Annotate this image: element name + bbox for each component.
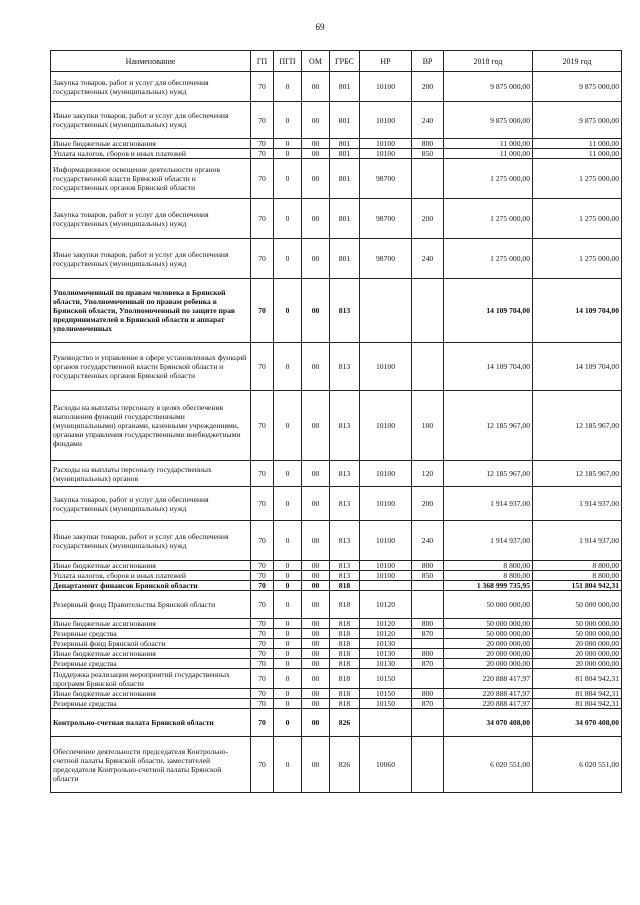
amount-2019-cell: 81 804 942,31	[533, 699, 622, 709]
om-cell: 00	[302, 391, 330, 461]
gp-cell: 70	[251, 629, 274, 639]
gp-cell: 70	[251, 659, 274, 669]
vr-cell	[412, 159, 444, 199]
vr-cell	[412, 343, 444, 391]
table-row	[51, 619, 622, 629]
gp-cell: 70	[251, 737, 274, 793]
table-row	[51, 461, 622, 487]
amount-2018-cell: 11 000,00	[444, 149, 533, 159]
nr-cell: 10100	[360, 139, 412, 149]
nr-cell	[360, 709, 412, 737]
amount-2019-cell: 50 000 000,00	[533, 629, 622, 639]
amount-2019-cell: 20 000 000,00	[533, 639, 622, 649]
gp-cell: 70	[251, 139, 274, 149]
gp-cell: 70	[251, 571, 274, 581]
pgp-cell: 0	[274, 561, 302, 571]
pgp-cell: 0	[274, 487, 302, 521]
gp-cell: 70	[251, 239, 274, 279]
vr-cell: 800	[412, 689, 444, 699]
gp-cell: 70	[251, 72, 274, 102]
row-name-cell: Резервные средства	[51, 629, 251, 639]
gp-cell: 70	[251, 649, 274, 659]
column-header: ГРБС	[330, 51, 360, 72]
om-cell: 00	[302, 619, 330, 629]
grbs-cell: 813	[330, 343, 360, 391]
row-name-cell: Иные бюджетные ассигнования	[51, 689, 251, 699]
gp-cell: 70	[251, 669, 274, 689]
amount-2019-cell: 1 275 000,00	[533, 199, 622, 239]
om-cell: 00	[302, 659, 330, 669]
vr-cell: 800	[412, 649, 444, 659]
column-header: НР	[360, 51, 412, 72]
om-cell: 00	[302, 521, 330, 561]
table-row	[51, 639, 622, 649]
vr-cell: 870	[412, 699, 444, 709]
amount-2019-cell: 11 000,00	[533, 149, 622, 159]
row-name-cell: Резервный фонд Правительства Брянской области	[51, 591, 251, 619]
table-row	[51, 659, 622, 669]
om-cell: 00	[302, 649, 330, 659]
nr-cell: 98700	[360, 199, 412, 239]
vr-cell	[412, 639, 444, 649]
grbs-cell: 813	[330, 279, 360, 343]
row-name-cell: Уполномоченный по правам человека в Брянской области, Уполномоченный по правам ребенка в Брянской области, Уполномоченный по защите прав предпринимателей в Брянской области и аппарат уполномоченных	[51, 279, 251, 343]
pgp-cell: 0	[274, 343, 302, 391]
vr-cell: 240	[412, 102, 444, 139]
grbs-cell: 813	[330, 521, 360, 561]
om-cell: 00	[302, 102, 330, 139]
amount-2018-cell: 14 109 704,00	[444, 343, 533, 391]
column-header: Наименование	[51, 51, 251, 72]
table-row	[51, 571, 622, 581]
amount-2018-cell: 11 000,00	[444, 139, 533, 149]
row-name-cell: Иные бюджетные ассигнования	[51, 619, 251, 629]
amount-2018-cell: 20 000 000,00	[444, 639, 533, 649]
row-name-cell: Иные закупки товаров, работ и услуг для обеспечения государственных (муниципальных) нужд	[51, 239, 251, 279]
amount-2019-cell: 20 000 000,00	[533, 649, 622, 659]
amount-2019-cell: 8 800,00	[533, 561, 622, 571]
gp-cell: 70	[251, 461, 274, 487]
amount-2019-cell: 81 804 942,31	[533, 689, 622, 699]
pgp-cell: 0	[274, 737, 302, 793]
om-cell: 00	[302, 139, 330, 149]
amount-2019-cell: 12 185 967,00	[533, 461, 622, 487]
grbs-cell: 801	[330, 102, 360, 139]
gp-cell: 70	[251, 149, 274, 159]
amount-2019-cell: 1 275 000,00	[533, 159, 622, 199]
table-row	[51, 279, 622, 343]
amount-2019-cell: 151 804 942,31	[533, 581, 622, 591]
amount-2018-cell: 220 888 417,97	[444, 669, 533, 689]
table-row	[51, 629, 622, 639]
row-name-cell: Иные закупки товаров, работ и услуг для обеспечения государственных (муниципальных) нужд	[51, 102, 251, 139]
pgp-cell: 0	[274, 199, 302, 239]
vr-cell: 240	[412, 521, 444, 561]
grbs-cell: 818	[330, 649, 360, 659]
amount-2018-cell: 50 000 000,00	[444, 619, 533, 629]
gp-cell: 70	[251, 709, 274, 737]
om-cell: 00	[302, 629, 330, 639]
row-name-cell: Закупка товаров, работ и услуг для обеспечения государственных (муниципальных) нужд	[51, 487, 251, 521]
row-name-cell: Иные бюджетные ассигнования	[51, 649, 251, 659]
pgp-cell: 0	[274, 639, 302, 649]
gp-cell: 70	[251, 581, 274, 591]
pgp-cell: 0	[274, 102, 302, 139]
pgp-cell: 0	[274, 571, 302, 581]
amount-2019-cell: 50 000 000,00	[533, 591, 622, 619]
table-row	[51, 199, 622, 239]
table-row	[51, 521, 622, 561]
amount-2019-cell: 9 875 000,00	[533, 102, 622, 139]
nr-cell: 10060	[360, 737, 412, 793]
om-cell: 00	[302, 149, 330, 159]
table-row	[51, 699, 622, 709]
row-name-cell: Закупка товаров, работ и услуг для обеспечения государственных (муниципальных) нужд	[51, 199, 251, 239]
nr-cell	[360, 279, 412, 343]
row-name-cell: Уплата налогов, сборов и иных платежей	[51, 149, 251, 159]
table-row	[51, 102, 622, 139]
vr-cell: 800	[412, 561, 444, 571]
gp-cell: 70	[251, 699, 274, 709]
amount-2018-cell: 14 109 704,00	[444, 279, 533, 343]
nr-cell: 10130	[360, 639, 412, 649]
vr-cell	[412, 709, 444, 737]
vr-cell: 240	[412, 239, 444, 279]
nr-cell: 10100	[360, 391, 412, 461]
amount-2018-cell: 1 914 937,00	[444, 487, 533, 521]
gp-cell: 70	[251, 343, 274, 391]
om-cell: 00	[302, 239, 330, 279]
grbs-cell: 826	[330, 737, 360, 793]
table-row	[51, 239, 622, 279]
nr-cell: 10150	[360, 669, 412, 689]
pgp-cell: 0	[274, 699, 302, 709]
grbs-cell: 818	[330, 699, 360, 709]
amount-2018-cell: 1 275 000,00	[444, 159, 533, 199]
vr-cell	[412, 591, 444, 619]
pgp-cell: 0	[274, 139, 302, 149]
grbs-cell: 801	[330, 139, 360, 149]
row-name-cell: Обеспечение деятельности председателя Контрольно-счетной палаты Брянской области, заместителей председателя Контрольно-счетной палаты Брянской области	[51, 737, 251, 793]
table-row	[51, 591, 622, 619]
amount-2018-cell: 8 800,00	[444, 561, 533, 571]
nr-cell: 10150	[360, 699, 412, 709]
amount-2018-cell: 1 914 937,00	[444, 521, 533, 561]
nr-cell: 10130	[360, 649, 412, 659]
nr-cell: 10100	[360, 461, 412, 487]
amount-2018-cell: 8 800,00	[444, 571, 533, 581]
amount-2018-cell: 9 875 000,00	[444, 102, 533, 139]
nr-cell: 10120	[360, 619, 412, 629]
gp-cell: 70	[251, 689, 274, 699]
table-row	[51, 669, 622, 689]
gp-cell: 70	[251, 487, 274, 521]
table-row	[51, 149, 622, 159]
nr-cell: 10100	[360, 561, 412, 571]
amount-2018-cell: 1 275 000,00	[444, 199, 533, 239]
vr-cell	[412, 669, 444, 689]
om-cell: 00	[302, 689, 330, 699]
row-name-cell: Уплата налогов, сборов и иных платежей	[51, 571, 251, 581]
amount-2019-cell: 1 914 937,00	[533, 487, 622, 521]
gp-cell: 70	[251, 591, 274, 619]
nr-cell: 10100	[360, 571, 412, 581]
amount-2019-cell: 34 070 408,00	[533, 709, 622, 737]
om-cell: 00	[302, 561, 330, 571]
table-row	[51, 709, 622, 737]
row-name-cell: Иные бюджетные ассигнования	[51, 561, 251, 571]
amount-2019-cell: 1 275 000,00	[533, 239, 622, 279]
pgp-cell: 0	[274, 581, 302, 591]
nr-cell: 98700	[360, 239, 412, 279]
vr-cell: 850	[412, 149, 444, 159]
grbs-cell: 813	[330, 487, 360, 521]
column-header: ВР	[412, 51, 444, 72]
table-row	[51, 487, 622, 521]
om-cell: 00	[302, 571, 330, 581]
grbs-cell: 801	[330, 239, 360, 279]
row-name-cell: Поддержка реализации мероприятий государственных программ Брянской области	[51, 669, 251, 689]
om-cell: 00	[302, 461, 330, 487]
amount-2018-cell: 34 070 408,00	[444, 709, 533, 737]
amount-2018-cell: 12 185 967,00	[444, 391, 533, 461]
nr-cell: 10100	[360, 487, 412, 521]
om-cell: 00	[302, 699, 330, 709]
nr-cell: 10100	[360, 149, 412, 159]
grbs-cell: 826	[330, 709, 360, 737]
vr-cell: 200	[412, 72, 444, 102]
amount-2018-cell: 20 000 000,00	[444, 659, 533, 669]
nr-cell: 10100	[360, 102, 412, 139]
row-name-cell: Иные бюджетные ассигнования	[51, 139, 251, 149]
grbs-cell: 801	[330, 159, 360, 199]
pgp-cell: 0	[274, 391, 302, 461]
table-body	[51, 72, 622, 793]
row-name-cell: Информационное освещение деятельности органов государственной власти Брянской области и государственных органов Брянской области	[51, 159, 251, 199]
column-header: 2019 год	[533, 51, 622, 72]
vr-cell: 870	[412, 659, 444, 669]
table-row	[51, 561, 622, 571]
vr-cell: 200	[412, 487, 444, 521]
grbs-cell: 801	[330, 72, 360, 102]
gp-cell: 70	[251, 619, 274, 629]
pgp-cell: 0	[274, 279, 302, 343]
table-row	[51, 689, 622, 699]
row-name-cell: Департамент финансов Брянской области	[51, 581, 251, 591]
pgp-cell: 0	[274, 629, 302, 639]
grbs-cell: 818	[330, 639, 360, 649]
amount-2018-cell: 1 368 999 735,95	[444, 581, 533, 591]
pgp-cell: 0	[274, 669, 302, 689]
vr-cell: 800	[412, 139, 444, 149]
nr-cell: 10130	[360, 659, 412, 669]
row-name-cell: Резервные средства	[51, 699, 251, 709]
om-cell: 00	[302, 343, 330, 391]
grbs-cell: 813	[330, 561, 360, 571]
row-name-cell: Закупка товаров, работ и услуг для обеспечения государственных (муниципальных) нужд	[51, 72, 251, 102]
amount-2019-cell: 81 804 942,31	[533, 669, 622, 689]
table-row	[51, 581, 622, 591]
row-name-cell: Расходы на выплаты персоналу государственных (муниципальных) органов	[51, 461, 251, 487]
pgp-cell: 0	[274, 239, 302, 279]
amount-2018-cell: 50 000 000,00	[444, 629, 533, 639]
table-row	[51, 72, 622, 102]
gp-cell: 70	[251, 391, 274, 461]
amount-2019-cell: 8 800,00	[533, 571, 622, 581]
grbs-cell: 813	[330, 571, 360, 581]
amount-2019-cell: 14 109 704,00	[533, 343, 622, 391]
vr-cell: 200	[412, 199, 444, 239]
gp-cell: 70	[251, 521, 274, 561]
gp-cell: 70	[251, 639, 274, 649]
nr-cell	[360, 581, 412, 591]
table-row	[51, 139, 622, 149]
page-number: 69	[315, 22, 325, 32]
nr-cell: 10100	[360, 343, 412, 391]
table-row	[51, 391, 622, 461]
pgp-cell: 0	[274, 521, 302, 561]
pgp-cell: 0	[274, 659, 302, 669]
grbs-cell: 818	[330, 629, 360, 639]
amount-2018-cell: 12 185 967,00	[444, 461, 533, 487]
pgp-cell: 0	[274, 159, 302, 199]
amount-2019-cell: 11 000,00	[533, 139, 622, 149]
vr-cell: 800	[412, 619, 444, 629]
grbs-cell: 818	[330, 669, 360, 689]
om-cell: 00	[302, 279, 330, 343]
nr-cell: 10120	[360, 629, 412, 639]
amount-2019-cell: 9 875 000,00	[533, 72, 622, 102]
gp-cell: 70	[251, 199, 274, 239]
column-header: ПГП	[274, 51, 302, 72]
amount-2018-cell: 1 275 000,00	[444, 239, 533, 279]
grbs-cell: 818	[330, 591, 360, 619]
pgp-cell: 0	[274, 709, 302, 737]
pgp-cell: 0	[274, 591, 302, 619]
vr-cell: 100	[412, 391, 444, 461]
amount-2019-cell: 6 020 551,00	[533, 737, 622, 793]
vr-cell	[412, 581, 444, 591]
table-row	[51, 159, 622, 199]
om-cell: 00	[302, 591, 330, 619]
amount-2019-cell: 14 109 704,00	[533, 279, 622, 343]
vr-cell	[412, 737, 444, 793]
pgp-cell: 0	[274, 149, 302, 159]
amount-2018-cell: 50 000 000,00	[444, 591, 533, 619]
om-cell: 00	[302, 709, 330, 737]
amount-2019-cell: 50 000 000,00	[533, 619, 622, 629]
om-cell: 00	[302, 199, 330, 239]
column-header: ОМ	[302, 51, 330, 72]
vr-cell	[412, 279, 444, 343]
om-cell: 00	[302, 669, 330, 689]
om-cell: 00	[302, 72, 330, 102]
grbs-cell: 801	[330, 149, 360, 159]
om-cell: 00	[302, 639, 330, 649]
row-name-cell: Иные закупки товаров, работ и услуг для обеспечения государственных (муниципальных) нужд	[51, 521, 251, 561]
om-cell: 00	[302, 581, 330, 591]
amount-2018-cell: 220 888 417,97	[444, 689, 533, 699]
grbs-cell: 818	[330, 659, 360, 669]
amount-2019-cell: 20 000 000,00	[533, 659, 622, 669]
row-name-cell: Резервные средства	[51, 659, 251, 669]
grbs-cell: 818	[330, 619, 360, 629]
grbs-cell: 801	[330, 199, 360, 239]
vr-cell: 850	[412, 571, 444, 581]
amount-2018-cell: 220 888 417,97	[444, 699, 533, 709]
grbs-cell: 818	[330, 581, 360, 591]
pgp-cell: 0	[274, 689, 302, 699]
table-row	[51, 649, 622, 659]
amount-2019-cell: 12 185 967,00	[533, 391, 622, 461]
om-cell: 00	[302, 159, 330, 199]
pgp-cell: 0	[274, 619, 302, 629]
gp-cell: 70	[251, 102, 274, 139]
row-name-cell: Резервный фонд Брянской области	[51, 639, 251, 649]
row-name-cell: Расходы на выплаты персоналу в целях обеспечения выполнения функций государственными (муниципальными) органами, казенными учреждениями, органами управления государственными внебюджетными фондами	[51, 391, 251, 461]
amount-2018-cell: 9 875 000,00	[444, 72, 533, 102]
grbs-cell: 813	[330, 461, 360, 487]
grbs-cell: 818	[330, 689, 360, 699]
amount-2019-cell: 1 914 937,00	[533, 521, 622, 561]
table-row	[51, 737, 622, 793]
nr-cell: 10100	[360, 72, 412, 102]
nr-cell: 10120	[360, 591, 412, 619]
amount-2018-cell: 6 020 551,00	[444, 737, 533, 793]
row-name-cell: Руководство и управление в сфере установленных функций органов государственной власти Брянской области и государственных органов Брянской области	[51, 343, 251, 391]
amount-2018-cell: 20 000 000,00	[444, 649, 533, 659]
gp-cell: 70	[251, 279, 274, 343]
column-header: 2018 год	[444, 51, 533, 72]
pgp-cell: 0	[274, 461, 302, 487]
vr-cell: 870	[412, 629, 444, 639]
budget-table	[50, 50, 622, 793]
gp-cell: 70	[251, 159, 274, 199]
table-header-row	[51, 51, 622, 72]
vr-cell: 120	[412, 461, 444, 487]
pgp-cell: 0	[274, 72, 302, 102]
om-cell: 00	[302, 487, 330, 521]
gp-cell: 70	[251, 561, 274, 571]
grbs-cell: 813	[330, 391, 360, 461]
om-cell: 00	[302, 737, 330, 793]
pgp-cell: 0	[274, 649, 302, 659]
nr-cell: 98700	[360, 159, 412, 199]
nr-cell: 10100	[360, 521, 412, 561]
table-row	[51, 343, 622, 391]
column-header: ГП	[251, 51, 274, 72]
row-name-cell: Контрольно-счетная палата Брянской области	[51, 709, 251, 737]
nr-cell: 10150	[360, 689, 412, 699]
